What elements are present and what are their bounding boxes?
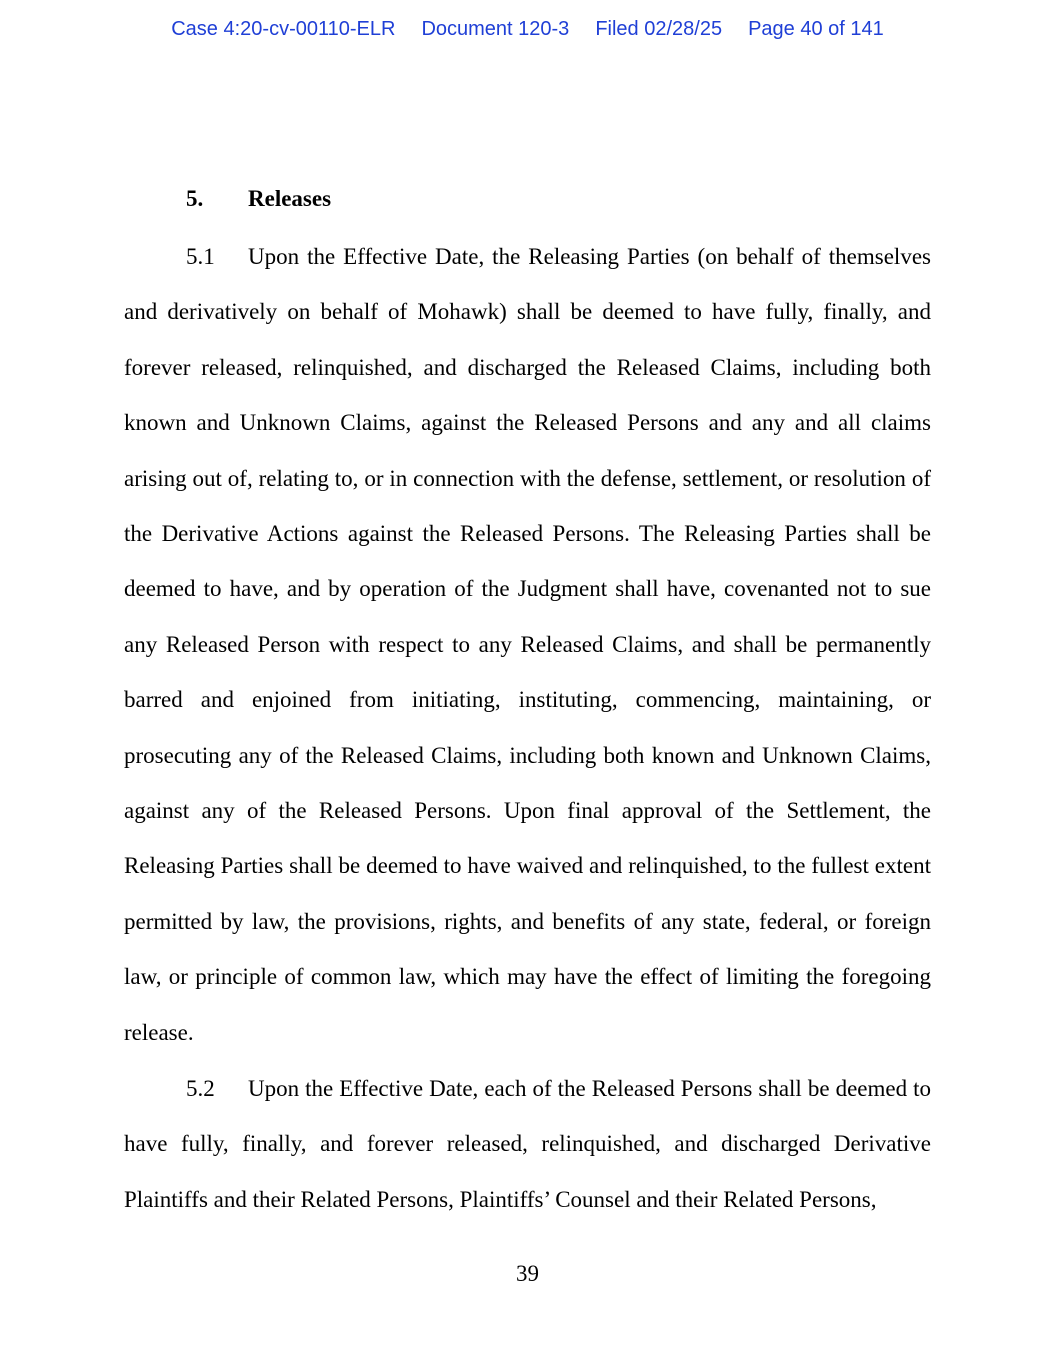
case-number: Case 4:20-cv-00110-ELR [171,18,396,40]
section-heading [186,186,331,212]
paragraph-number: 5.2 [186,1076,215,1101]
section-title: Releases [248,186,332,211]
section-number: 5. [186,186,204,211]
paragraph-5-2 [124,1061,931,1227]
paragraph-text: Upon the Effective Date, each of the Released Persons shall be deemed to have fully, finally, and forever released, relinquished, and discharged Derivative Plaintiffs and their Related Persons, Plaintiffs’ Counsel and their Related Persons, [124,1076,931,1212]
page-indicator: Page 40 of 141 [748,18,884,40]
paragraph-number: 5.1 [186,244,215,269]
page-number: 39 [516,1261,539,1286]
document-number: Document 120-3 [421,18,570,40]
filed-date: Filed 02/28/25 [595,18,723,40]
paragraph-5-1 [124,229,931,1060]
filing-header [0,18,1055,41]
paragraph-text: Upon the Effective Date, the Releasing Parties (on behalf of themselves and derivatively on behalf of Mohawk) shall be deemed to have fully, finally, and forever released, relinquished, and discharged the Released Claims, including both known and Unknown Claims, against the Released Persons and any and all claims arising out of, relating to, or in connection with the defense, settlement, or resolution of the Derivative Actions against the Released Persons. The Releasing Parties shall be deemed to have, and by operation of the Judgment shall have, covenanted not to sue any Released Person with respect to any Released Claims, and shall be permanently barred and enjoined from initiating, instituting, commencing, maintaining, or prosecuting any of the Released Claims, including both known and Unknown Claims, against any of the Released Persons. Upon final approval of the Settlement, the Releasing Parties shall be deemed to have waived and relinquished, to the fullest extent permitted by law, the provisions, rights, and benefits of any state, federal, or foreign law, or principle of common law, which may have the effect of limiting the foregoing release. [124,244,931,1045]
